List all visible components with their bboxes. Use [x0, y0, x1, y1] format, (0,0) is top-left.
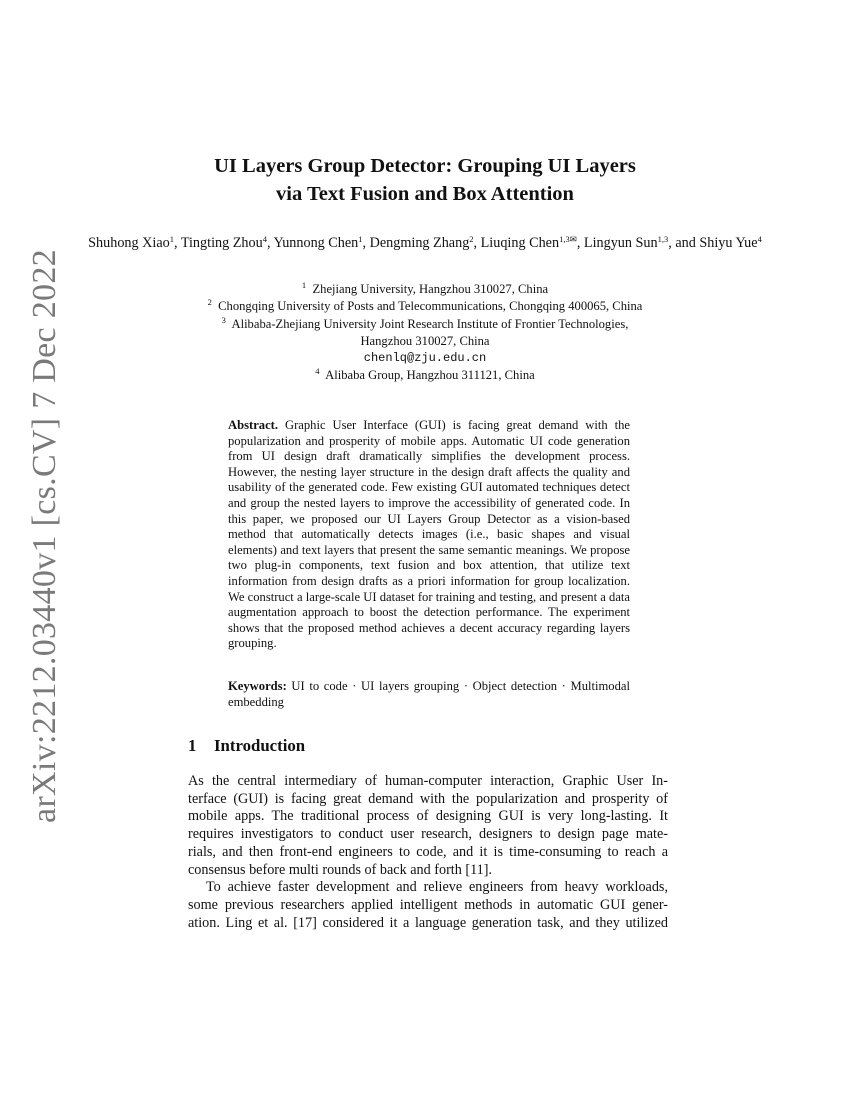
text-line: consensus before multi rounds of back and forth [11]. [188, 861, 493, 878]
corresponding-email: chenlq@zju.edu.cn [363, 351, 487, 366]
text-line: some previous researchers applied intelligent methods in automatic GUI gener- [188, 896, 668, 913]
author-name: Tingting Zhou [180, 235, 263, 251]
affiliation-2 [0, 298, 850, 315]
text-line: rials, and then front-end engineers to code, and it is time-consuming to reach a [188, 843, 668, 860]
author-separator: , and [668, 235, 700, 251]
affiliation-text: Alibaba-Zhejiang University Joint Research Institute of Frontier Technologies, [231, 316, 629, 331]
text-line: ation. Ling et al. [17] considered it a language generation task, and they utilized [188, 914, 668, 931]
author-affil-mark: 1,3✉ [559, 234, 577, 244]
text-line: As the central intermediary of human-computer interaction, Graphic User In- [188, 773, 668, 789]
section-title: Introduction [214, 736, 306, 755]
text-line: To achieve faster development and relieve engineers from heavy workloads, [206, 879, 668, 896]
author-name: Dengming Zhang [369, 235, 470, 251]
author-affil-mark: 4 [757, 234, 762, 244]
author-separator: , [173, 235, 181, 251]
author-affil-mark: 1,3 [657, 234, 669, 244]
author-affil-mark: 1 [358, 234, 363, 244]
author-name: Shuhong Xiao [88, 235, 170, 251]
affiliation-3-continued: Hangzhou 310027, China [360, 333, 490, 348]
affiliation-mark: 1 [301, 280, 307, 290]
abstract [228, 418, 630, 652]
affiliation-4 [0, 367, 850, 384]
text-line: terface (GUI) is facing great demand with the popularization and prosperity of [188, 790, 668, 807]
affiliation-text: Zhejiang University, Hangzhou 310027, China [312, 282, 549, 296]
author-separator: , [576, 235, 584, 251]
affiliation-text: Alibaba Group, Hangzhou 311121, China [325, 368, 535, 383]
author-separator: , [362, 235, 370, 251]
keywords [228, 679, 630, 710]
abstract-label: Abstract. [228, 418, 279, 432]
affiliation-block [0, 281, 850, 385]
author-name: Yunnong Chen [273, 235, 359, 251]
text-line: mobile apps. The traditional process of designing GUI is very long-lasting. It [188, 808, 668, 825]
title-line-1: UI Layers Group Detector: Grouping UI Layers [214, 155, 636, 177]
section-heading [188, 736, 305, 756]
author-affil-mark: 2 [469, 234, 474, 244]
keywords-label: Keywords: [228, 679, 287, 693]
affiliation-text: Chongqing University of Posts and Telecommunications, Chongqing 400065, China [218, 299, 643, 314]
section-number: 1 [188, 736, 197, 755]
author-name: Shiyu Yue [699, 235, 758, 251]
affiliation-mark: 4 [315, 366, 320, 377]
affiliation-3 [0, 316, 850, 333]
author-separator: , [266, 235, 274, 251]
paragraph [188, 773, 668, 879]
author-line-1 [0, 234, 850, 253]
author-name: Liuqing Chen [480, 235, 560, 251]
body-text [188, 773, 668, 932]
paragraph [188, 879, 668, 932]
paper-title [0, 152, 850, 208]
affiliation-1 [0, 281, 850, 298]
abstract-text: Graphic User Interface (GUI) is facing great demand with the popularization and prosperity of mobile apps. Automatic UI code generation from UI design draft dramatically simplifies the development process. However, the nesting layer structure in the design draft affects the quality and usability of the generated code. Few existing GUI automated techniques detect and group the nested layers to improve the accessibility of generated code. In this paper, we proposed our UI Layers Group Detector as a vision-based method that automatically detects images (i.e., basic shapes and visual elements) and text layers that present the same semantic meanings. We propose two plug-in components, text fusion and box attention, that utilize text information from design drafts as a priori information for group localization. We construct a large-scale UI dataset for training and testing, and present a data augmentation approach to boost the detection performance. The experiment shows that the proposed method achieves a decent accuracy regarding layers grouping. [228, 418, 630, 651]
affiliation-mark: 3 [221, 314, 226, 325]
author-list [0, 234, 850, 253]
title-line-2: via Text Fusion and Box Attention [276, 183, 574, 205]
keywords-text: UI to code · UI layers grouping · Object detection · Multimodal embedding [228, 679, 630, 709]
affiliation-mark: 2 [207, 297, 212, 308]
author-affil-mark: 4 [262, 234, 267, 244]
author-name: Lingyun Sun [583, 235, 658, 251]
arxiv-identifier: arXiv:2212.03440v1 [cs.CV] 7 Dec 2022 [26, 249, 63, 823]
author-separator: , [473, 235, 481, 251]
text-line: requires investigators to conduct user research, designers to design page mate- [188, 826, 668, 843]
author-affil-mark: 1 [169, 234, 174, 244]
